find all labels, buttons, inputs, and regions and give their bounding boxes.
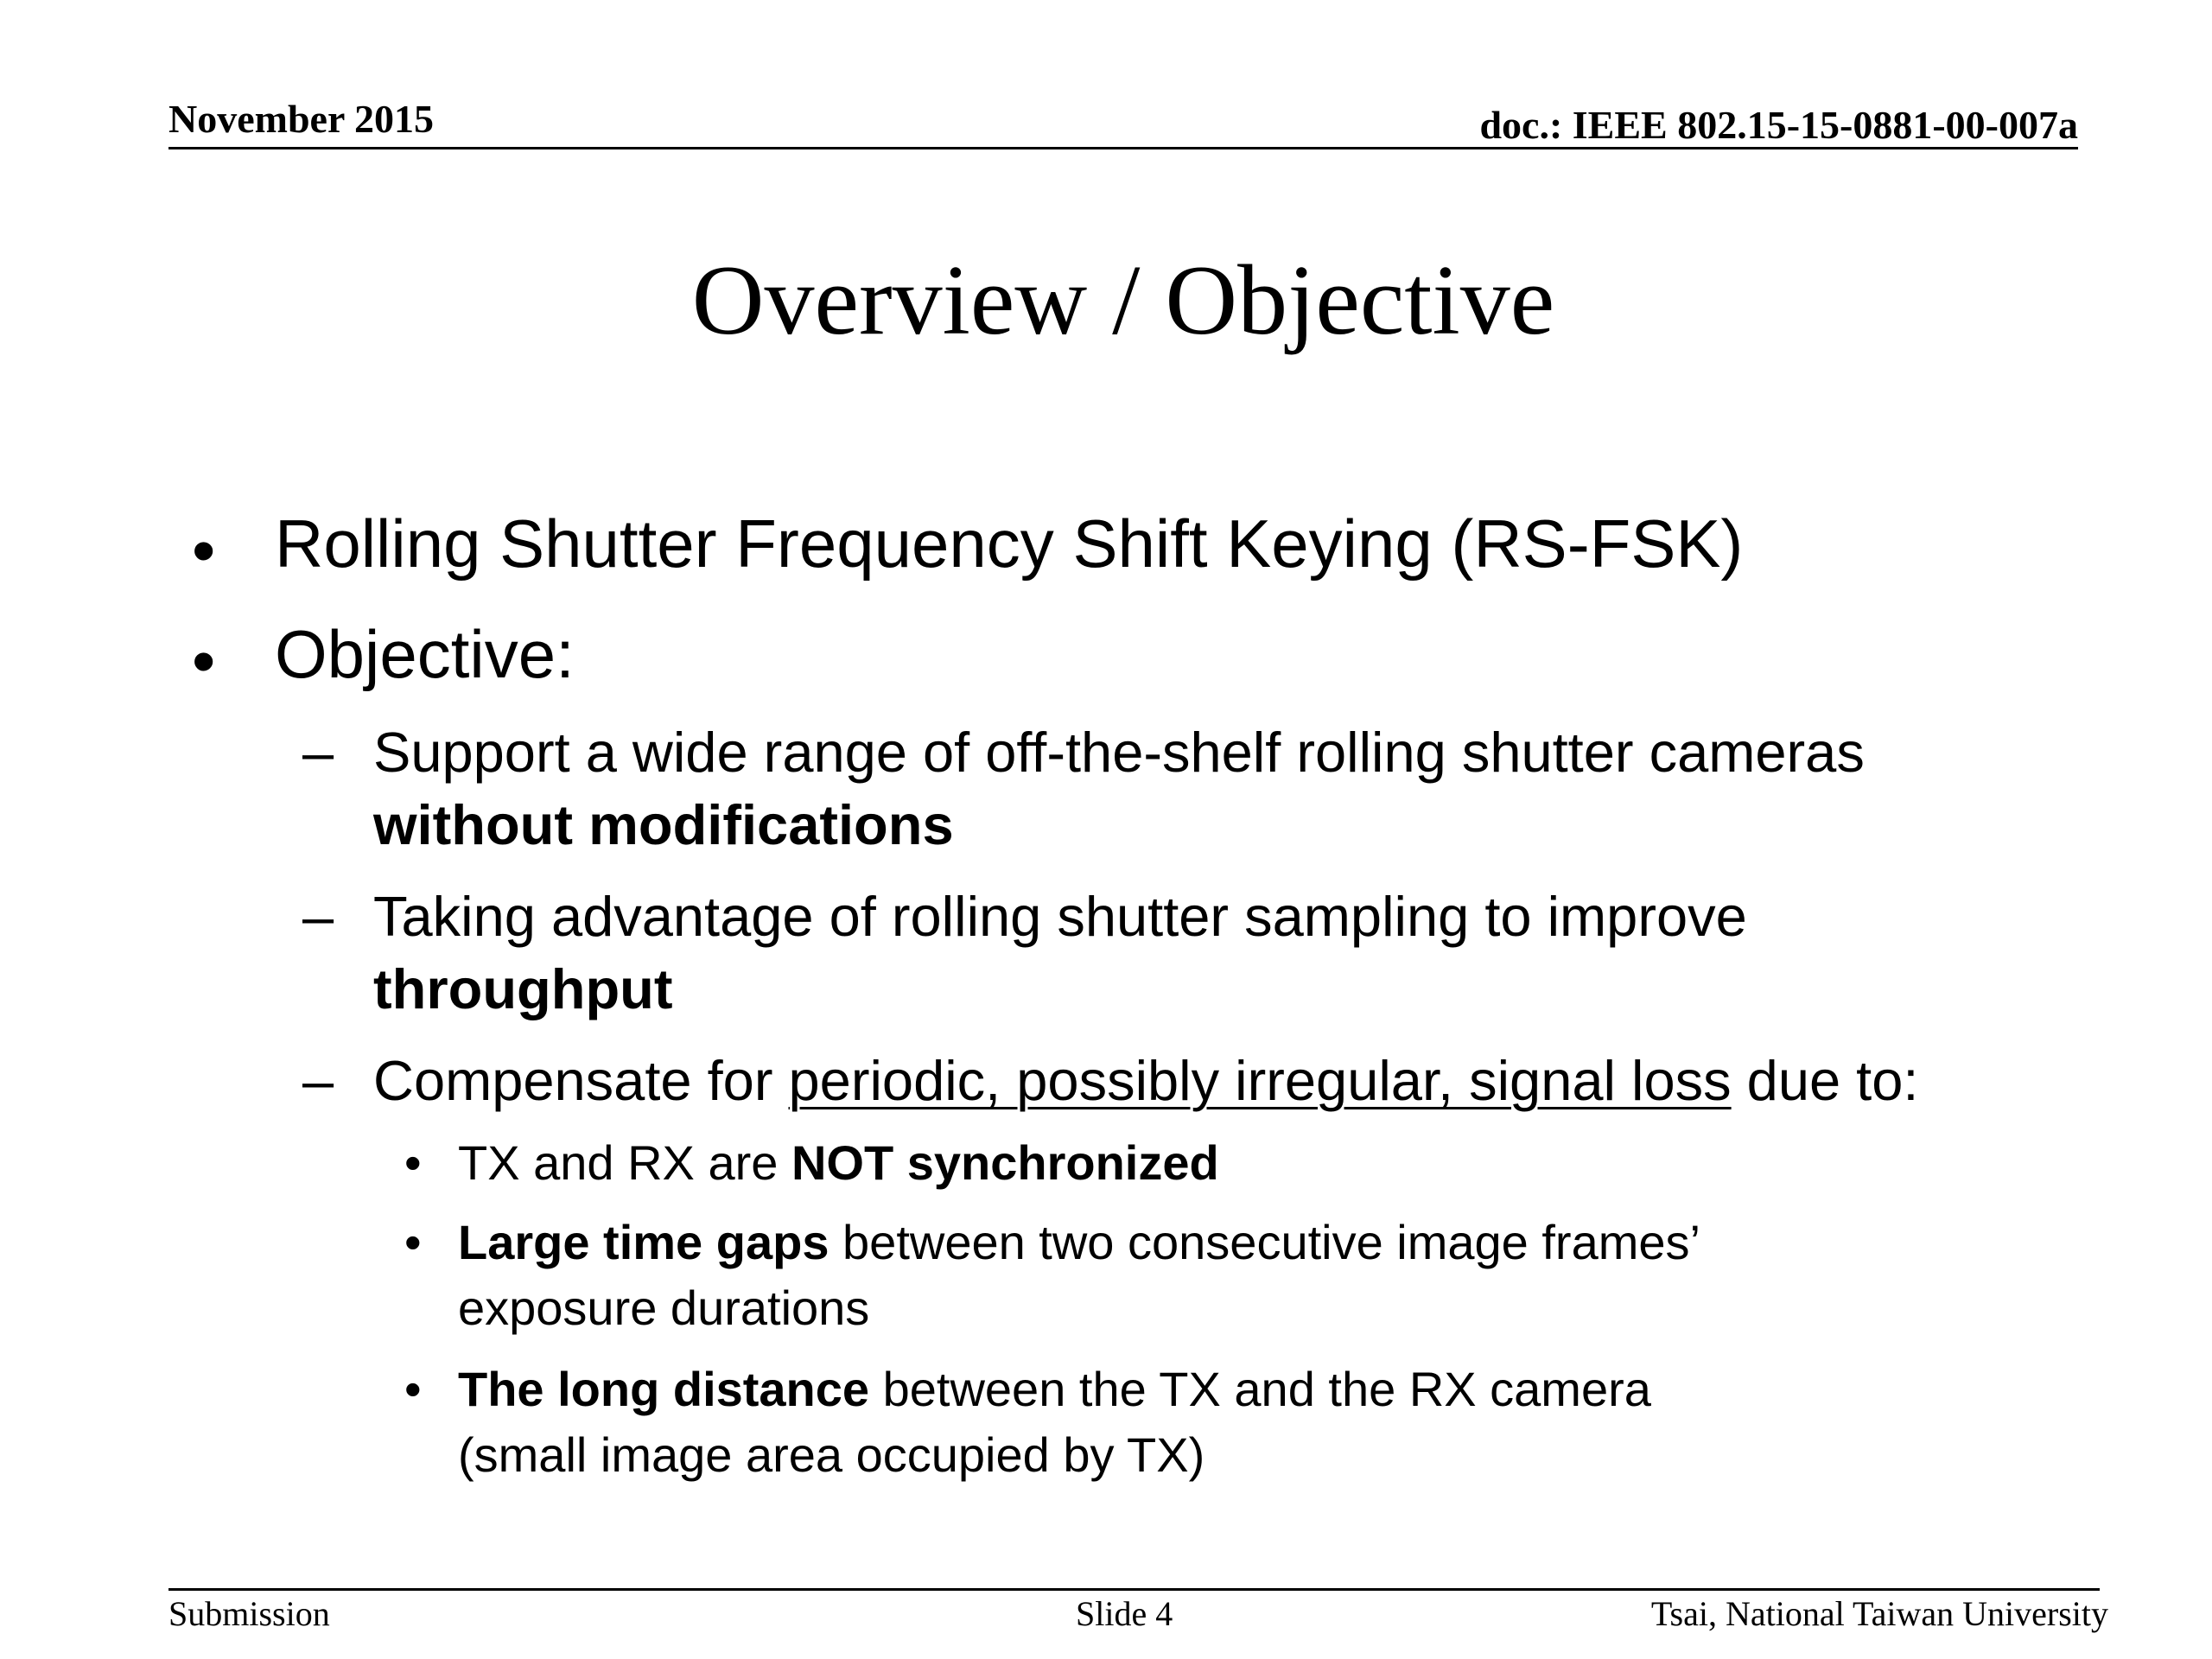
bullet-marker: • xyxy=(192,623,216,699)
emphasis-text: throughput xyxy=(373,957,673,1020)
footer-slide-number: Slide 4 xyxy=(1076,1594,1173,1633)
time-gaps-text: between two consecutive image frames’ xyxy=(829,1215,1700,1269)
sub-bullet-support: Support a wide range of off-the-shelf rolling shutter cameras xyxy=(373,721,1865,784)
footer-divider xyxy=(168,1588,2100,1591)
compensate-suffix: due to: xyxy=(1731,1049,1919,1112)
subsub-bullet-sync xyxy=(458,1135,1219,1190)
subsub-bullet-distance-cont: (small image area occupied by TX) xyxy=(458,1427,1205,1482)
dash-marker: – xyxy=(302,1049,334,1112)
sync-prefix: TX and RX are xyxy=(458,1135,791,1190)
bullet-objective: Objective: xyxy=(275,616,575,692)
sub-bullet-throughput-bold xyxy=(373,957,673,1020)
distance-text: between the TX and the RX camera xyxy=(869,1362,1651,1416)
subsub-bullet-time-gaps xyxy=(458,1215,1700,1269)
sub-bullet-support-bold xyxy=(373,793,954,856)
subsub-bullet-distance xyxy=(458,1362,1651,1416)
emphasis-text: NOT synchronized xyxy=(791,1135,1219,1190)
emphasis-text: Large time gaps xyxy=(458,1215,830,1269)
bullet-marker: • xyxy=(192,512,216,588)
underlined-text: periodic, possibly irregular, signal loss xyxy=(788,1049,1732,1112)
footer-author: Tsai, National Taiwan University xyxy=(1650,1594,2108,1633)
subsub-bullet-time-gaps-cont: exposure durations xyxy=(458,1281,870,1335)
bullet-rs-fsk: Rolling Shutter Frequency Shift Keying (RS-FSK) xyxy=(275,505,1744,582)
bullet-marker: • xyxy=(404,1215,422,1269)
dash-marker: – xyxy=(302,721,334,784)
emphasis-text: The long distance xyxy=(458,1362,870,1416)
compensate-prefix: Compensate for xyxy=(373,1049,789,1112)
header-divider xyxy=(168,147,2078,149)
bullet-marker: • xyxy=(404,1362,422,1416)
sub-bullet-throughput: Taking advantage of rolling shutter sampling to improve xyxy=(373,885,1747,948)
header-date: November 2015 xyxy=(168,97,435,141)
emphasis-text: without modifications xyxy=(373,793,954,856)
sub-bullet-compensate xyxy=(373,1049,1919,1112)
dash-marker: – xyxy=(302,885,334,948)
slide-title: Overview / Objective xyxy=(691,245,1555,356)
footer-submission: Submission xyxy=(168,1594,330,1633)
header-doc-id: doc.: IEEE 802.15-15-0881-00-007a xyxy=(1479,103,2078,147)
bullet-marker: • xyxy=(404,1135,422,1190)
